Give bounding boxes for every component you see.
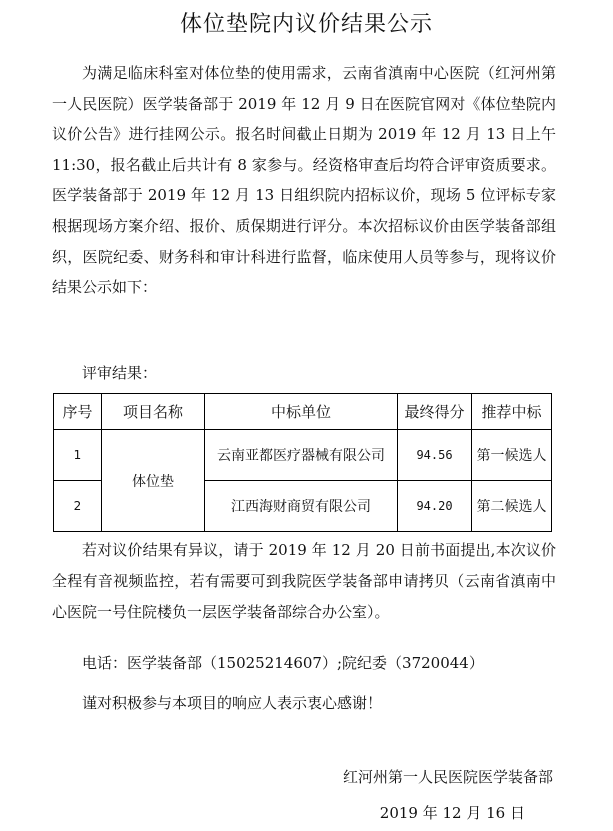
header-winning-company: 中标单位 [205,394,398,430]
score-cell: 94.56 [398,430,472,481]
thanks-line: 谨对积极参与本项目的响应人表示衷心感谢！ [82,694,383,712]
company-cell: 云南亚都医疗器械有限公司 [205,430,398,481]
company-cell: 江西海财商贸有限公司 [205,481,398,532]
row-number: 1 [54,430,102,481]
intro-paragraph: 为满足临床科室对体位垫的使用需求，云南省滇南中心医院（红河州第一人民医院）医学装备部于 2019 年 12 月 9 日在医院官网对《体位垫院内议价公告》进行挂网公示。报名时间截止日期为 2019 年 12 月 13 日上午 11:30，报名截止后共计有 8 家参与。经资格审查后均符合评审资质要求。医学装备部于 2019 年 12 月 13 日组织院内招标议价，现场 5 位评标专家根据现场方案介绍、报价、质保期进行评分。本次招标议价由医学装备部组织，医院纪委、财务科和审计科进行监督，临床使用人员等参与，现将议价结果公示如下： [52,64,556,297]
contact-line: 电话：医学装备部（15025214607）;院纪委（3720044） [82,654,484,672]
header-final-score: 最终得分 [398,394,472,430]
score-cell: 94.20 [398,481,472,532]
recommendation-cell: 第二候选人 [472,481,552,532]
table-header-row [54,394,552,430]
project-name-cell: 体位垫 [102,430,205,532]
header-recommendation: 推荐中标 [472,394,552,430]
header-no: 序号 [54,394,102,430]
recommendation-cell: 第一候选人 [472,430,552,481]
header-project-name: 项目名称 [102,394,205,430]
signature-date: 2019 年 12 月 16 日 [379,804,525,822]
result-table [53,393,552,532]
signature-organization: 红河州第一人民医院医学装备部 [342,768,553,786]
table-row [54,430,552,481]
objection-paragraph: 若对议价结果有异议，请于 2019 年 12 月 20 日前书面提出,本次议价全程有音视频监控，若有需要可到我院医学装备部申请拷贝（云南省滇南中心医院一号住院楼负一层医学装备部综合办公室）。 [52,541,556,621]
row-number: 2 [54,481,102,532]
page-title: 体位垫院内议价结果公示 [179,12,433,37]
result-label: 评审结果： [82,364,158,382]
